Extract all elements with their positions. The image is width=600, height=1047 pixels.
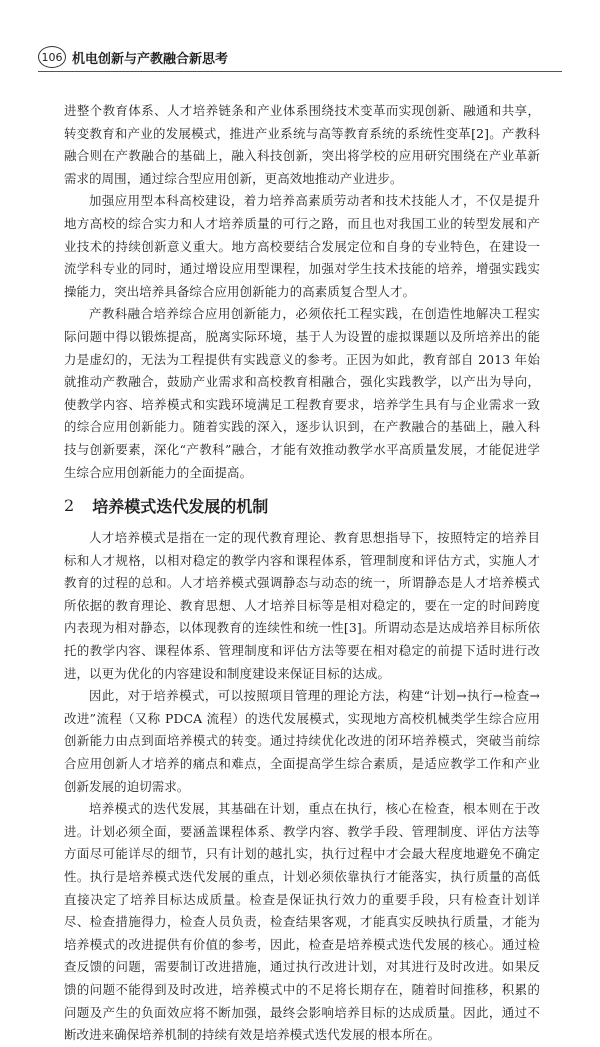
running-head	[38, 46, 228, 68]
page-body	[64, 100, 540, 1047]
page-number: 106	[38, 46, 66, 68]
paragraph: 加强应用型本科高校建设，着力培养高素质劳动者和技术技能人才，不仅是提升地方高校的综合实力和人才培养质量的可行之路，而且也对我国工业的转型发展和产业技术的持续创新意义重大。地方高校要结合发展定位和自身的专业特色，在建设一流学科专业的同时，通过增设应用型课程，加强对学生技术技能的培养，增强实践实操能力，突出培养具备综合应用创新能力的高素质复合型人才。	[64, 193, 540, 299]
paragraph: 因此，对于培养模式，可以按照项目管理的理论方法，构建“计划→执行→检查→改进”流程（又称 PDCA 流程）的迭代发展模式，实现地方高校机械类学生综合应用创新能力由点到面培养模式的转变。通过持续优化改进的闭环培养模式，突破当前综合应用创新人才培养的痛点和难点，全面提高学生综合素质，是适应教学工作和产业创新发展的迫切需求。	[64, 688, 540, 794]
section-number: 2	[64, 496, 75, 516]
paragraph: 培养模式的迭代发展，其基础在计划，重点在执行，核心在检查，根本则在于改进。计划必须全面，要涵盖课程体系、教学内容、教学手段、管理制度、评估方法等方面尽可能详尽的细节，只有计划的越扎实，执行过程中才会最大程度地避免不确定性。执行是培养模式迭代发展的重点，计划必须依靠执行才能落实，执行质量的高低直接决定了培养目标达成质量。检查是保证执行效力的重要手段，只有检查计划详尽、检查措施得力，检查人员负责，检查结果客观，才能真实反映执行质量，才能为培养模式的改进提供有价值的参考，因此，检查是培养模式迭代发展的核心。通过检查反馈的问题，需要制订改进措施，通过执行改进计划，对其进行及时改进。如果反馈的问题不能得到及时改进，培养模式中的不足将长期存在，随着时间推移，积累的问题及产生的负面效应将不断加强，最终会影响培养目标的达成质量。因此，通过不断改进来确保培养机制的持续有效是培养模式迭代发展的根本所在。	[64, 801, 540, 1043]
paragraph: 人才培养模式是指在一定的现代教育理论、教育思想指导下，按照特定的培养目标和人才规格，以相对稳定的教学内容和课程体系，管理制度和评估方式，实施人才教育的过程的总和。人才培养模式强调静态与动态的统一，所谓静态是人才培养模式所依据的教育理论、教育思想、人才培养目标等是相对稳定的，要在一定的时间跨度内表现为相对静态，以体现教育的连续性和统一性[3]。所谓动态是达成培养目标所依托的教学内容、课程体系、管理制度和评估方法等要在相对稳定的前提下适时进行改进，以更为优化的内容建设和制度建设来保证目标的达成。	[64, 530, 540, 681]
paragraph: 进整个教育体系、人才培养链条和产业体系围绕技术变革而实现创新、融通和共享，转变教育和产业的发展模式，推进产业系统与高等教育系统的系统性变革[2]。产教科融合则在产教融合的基础上，融入科技创新，突出将学校的应用研究围绕在产业革新需求的周围，通过综合型应用创新，更高效地推动产业进步。	[64, 103, 540, 186]
section-heading	[64, 494, 540, 517]
header-rule	[38, 71, 562, 72]
section-title: 培养模式迭代发展的机制	[92, 497, 269, 517]
paragraph: 产教科融合培养综合应用创新能力，必须依托工程实践，在创造性地解决工程实际问题中得以锻炼提高，脱离实际环境，基于人为设置的虚拟课题以及所培养出的能力是虚幻的，无法为工程提供有实践意义的参考。正因为如此，教育部自 2013 年始就推动产教融合，鼓励产业需求和高校教育相融合，强化实践教学，以产出为导向，使教学内容、培养模式和实践环境满足工程教育要求，培养学生具有与企业需求一致的综合应用创新能力。随着实践的深入，逐步认识到，在产教融合的基础上，融入科技与创新要素，深化“产教科”融合，才能有效推动教学水平高质量发展，才能促进学生综合应用创新能力的全面提高。	[64, 306, 540, 480]
book-title: 机电创新与产教融合新思考	[72, 51, 229, 67]
